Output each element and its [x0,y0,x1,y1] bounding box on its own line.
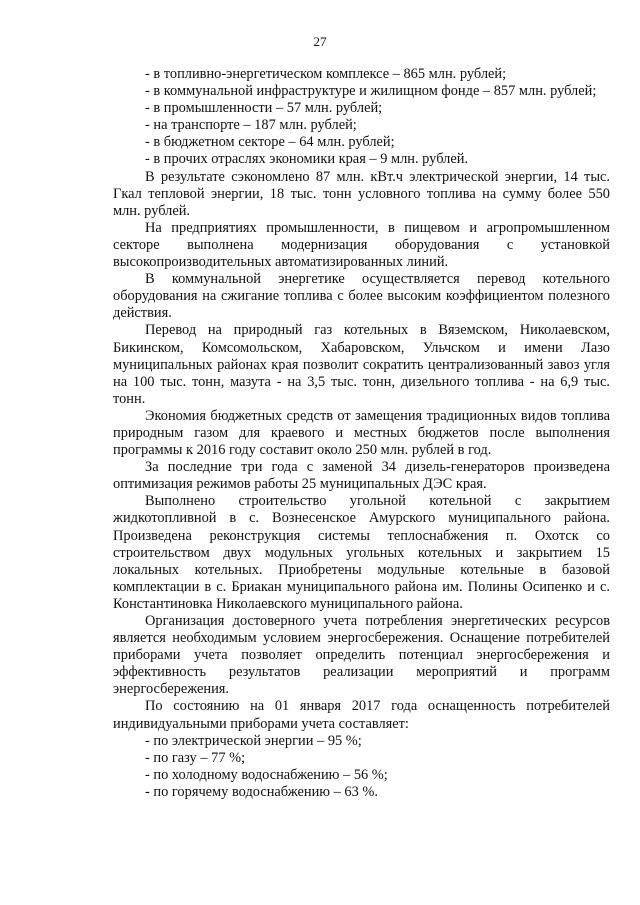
list-item: - в прочих отраслях экономики края – 9 млн. рублей. [145,151,469,168]
paragraph-industry-modernization: На предприятиях промышленности, в пищевом и агропромышленном секторе выполнена модернизация оборудования с установкой высокопроизводительных автоматизированных линий. [113,219,610,271]
page-body [113,66,610,801]
list-item: - по электрической энергии – 95 %; [145,732,362,749]
paragraph-metering: Организация достоверного учета потребления энергетических ресурсов является необходимым условием энергосбережения. Оснащение потребителей приборами учета позволяет определить потенциал энергосбережения и эффективность результатов реализации мероприятий и программ энергосбережения. [113,613,610,698]
paragraph-diesel-generators: За последние три года с заменой 34 дизель-генераторов произведена оптимизация режимов работы 25 муниципальных ДЭС края. [113,459,610,493]
list-item: - на транспорте – 187 млн. рублей; [145,117,357,134]
list-item: - в промышленности – 57 млн. рублей; [145,100,383,117]
page-number: 27 [313,34,327,49]
list-item: - в бюджетном секторе – 64 млн. рублей; [145,134,395,151]
paragraph-meter-status: По состоянию на 01 января 2017 года оснащенность потребителей индивидуальными приборами учета составляет: [113,698,610,732]
paragraph-boiler-conversion: В коммунальной энергетике осуществляется перевод котельного оборудования на сжигание топлива с более высоким коэффициентом полезного действия. [113,271,610,322]
paragraph-boiler-construction: Выполнено строительство угольной котельной с закрытием жидкотопливной в с. Вознесенское Амурского муниципального района. Произведена реконструкция системы теплоснабжения п. Охотск со строительством двух модульных угольных котельных и закрытием 15 локальных котельных. Приобретены модульные котельные в базовой комплектации в с. Бриакан муниципального района им. Полины Осипенко и с. Константиновка Николаевского муниципального района. [113,493,610,612]
list-item: - в коммунальной инфраструктуре и жилищном фонде – 857 млн. рублей; [145,83,597,100]
list-item: - по горячему водоснабжению – 63 %. [145,783,379,800]
list-item: - по газу – 77 %; [145,749,246,766]
paragraph-budget-savings: Экономия бюджетных средств от замещения традиционных видов топлива природным газом для краевого и местных бюджетов после выполнения программы к 2016 году составит около 250 млн. рублей в год. [113,407,610,459]
paragraph-savings-result: В результате сэкономлено 87 млн. кВт.ч электрической энергии, 14 тыс. Гкал тепловой энергии, 18 тыс. тонн условного топлива на сумму более 550 млн. рублей. [113,168,610,219]
list-item: - в топливно-энергетическом комплексе – 865 млн. рублей; [145,66,507,82]
paragraph-natural-gas-transfer: Перевод на природный газ котельных в Вяземском, Николаевском, Бикинском, Комсомольском, Хабаровском, Ульчском и имени Лазо муниципальных районах края позволит сократить централизованный завоз угля на 100 тыс. тонн, мазута - на 3,5 тыс. тонн, дизельного топлива - на 6,9 тыс. тонн. [113,322,610,407]
list-item: - по холодному водоснабжению – 56 %; [145,766,388,783]
